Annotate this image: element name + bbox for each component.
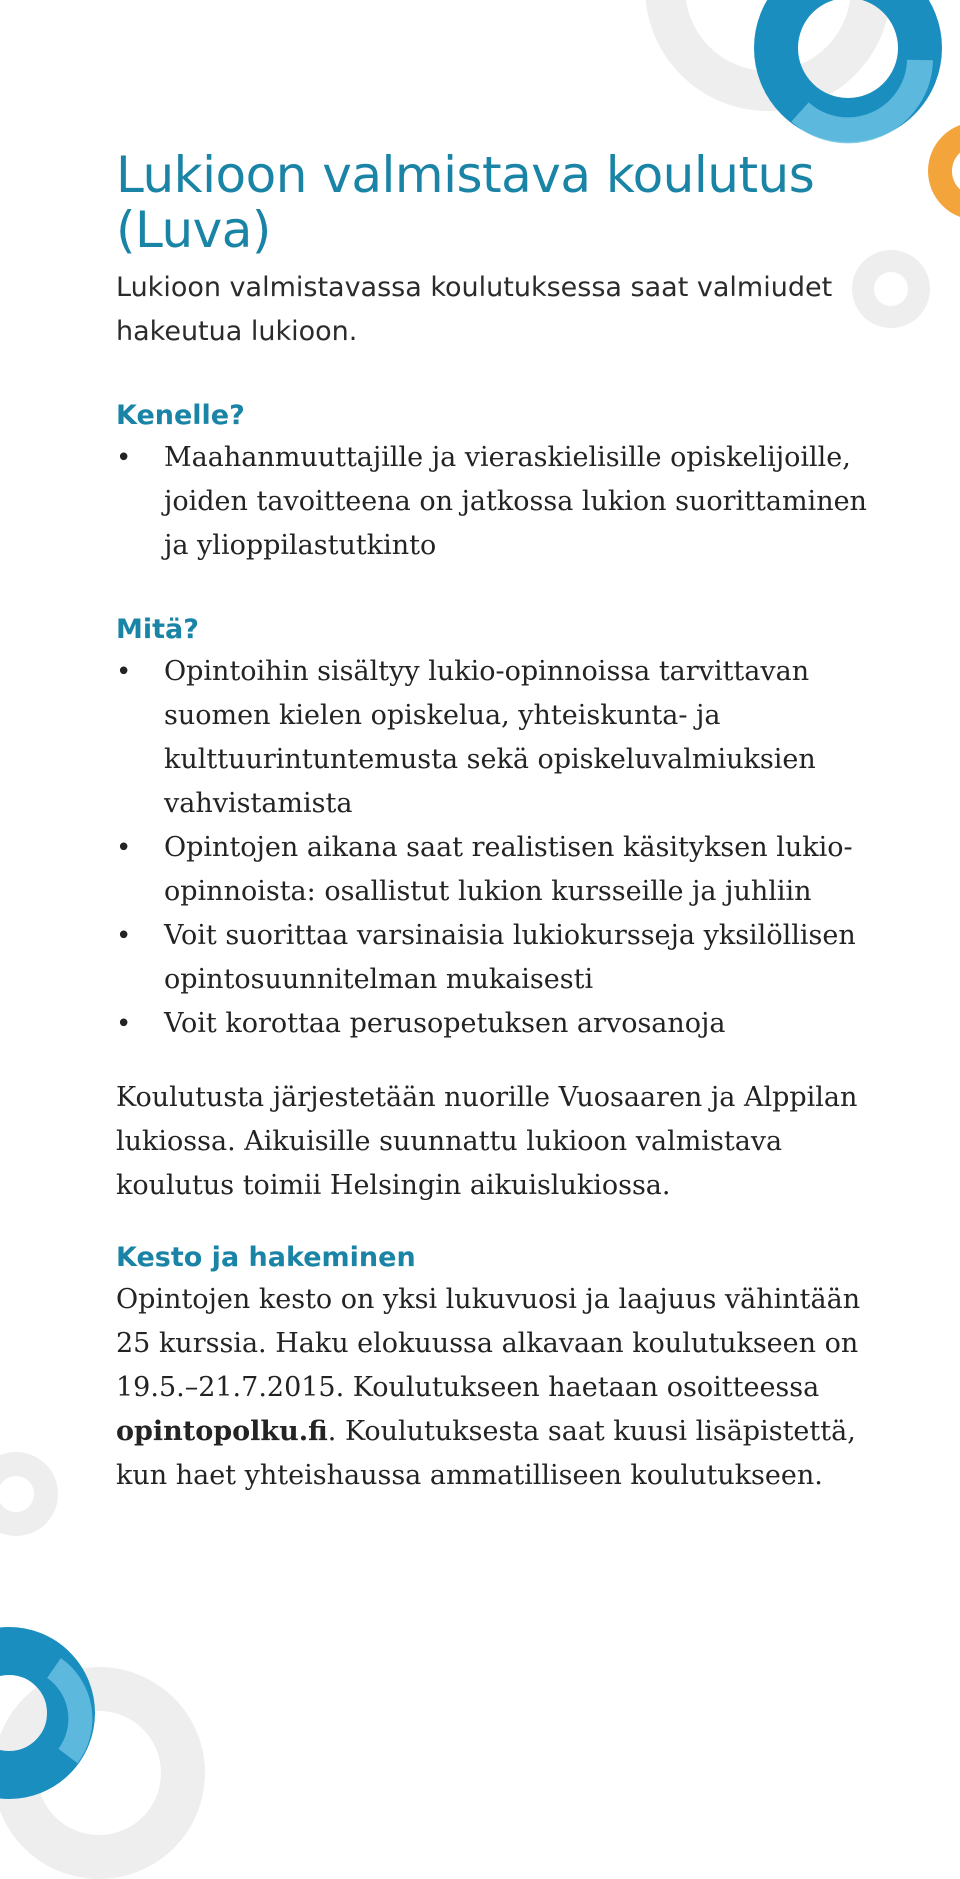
gray-ring-top <box>665 0 871 91</box>
bullet-list-kenelle <box>116 436 876 568</box>
list-item: • Voit suorittaa varsinaisia lukiokursseja yksilöllisen opintosuunnitelman mukaisesti <box>116 914 876 1002</box>
section-location <box>116 1076 876 1208</box>
blue-ring-top <box>776 0 920 120</box>
kesto-text-after: . Koulutuksesta saat kuusi lisäpistettä, kun haet yhteishaussa ammatilliseen koulutukseen. <box>116 1416 856 1491</box>
section-kenelle <box>116 396 876 568</box>
orange-ring <box>940 134 960 208</box>
blue-ring-bottom-highlight <box>54 1668 80 1756</box>
section-mita <box>116 610 876 1046</box>
page-title: Lukioon valmistava koulutus (Luva) <box>116 146 815 259</box>
list-item: • Opintoihin sisältyy lukio-opinnoissa tarvittavan suomen kielen opiskelua, yhteiskunta- ja kulttuurintuntemusta sekä opiskeluvalmiuksien vahvistamista <box>116 650 876 826</box>
blue-ring-bottom <box>0 1651 71 1775</box>
document-content <box>116 148 876 1498</box>
list-item: • Voit korottaa perusopetuksen arvosanoja <box>116 1002 876 1046</box>
opintopolku-link[interactable]: opintopolku.fi <box>116 1416 328 1447</box>
bullet-list-mita <box>116 650 876 1046</box>
section-heading-kenelle: Kenelle? <box>116 400 245 431</box>
blue-ring-top-highlight <box>800 60 920 130</box>
kesto-text-before: Opintojen kesto on yksi lukuvuosi ja laajuus vähintään 25 kurssia. Haku elokuussa alkavaan koulutukseen on 19.5.–21.7.2015. Koulutukseen haetaan osoitteessa <box>116 1284 861 1403</box>
location-paragraph: Koulutusta järjestetään nuorille Vuosaaren ja Alppilan lukiossa. Aikuisille suunnattu lukioon valmistava koulutus toimii Helsingin aikuislukiossa. <box>116 1082 858 1201</box>
section-heading-kesto: Kesto ja hakeminen <box>116 1242 416 1273</box>
gray-ring-left <box>0 1464 46 1524</box>
kesto-paragraph <box>116 1278 876 1498</box>
section-heading-mita: Mitä? <box>116 614 199 645</box>
list-item: • Maahanmuuttajille ja vieraskielisille opiskelijoille, joiden tavoitteena on jatkossa lukion suorittaminen ja ylioppilastutkinto <box>116 436 876 568</box>
page-subtitle: Lukioon valmistavassa koulutuksessa saat valmiudet hakeutua lukioon. <box>116 272 833 347</box>
list-item: • Opintojen aikana saat realistisen käsityksen lukio-opinnoista: osallistut lukion kursseille ja juhliin <box>116 826 876 914</box>
gray-ring-bottom <box>15 1689 183 1857</box>
section-kesto <box>116 1238 876 1498</box>
